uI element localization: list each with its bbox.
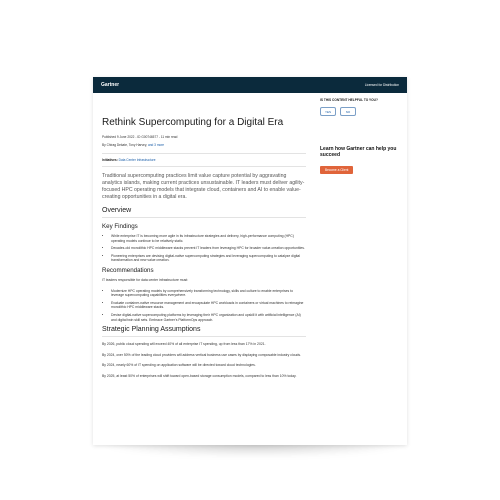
spa-item: By 2026, public cloud spending will exceed 40% of all enterprise IT spending, up from less than 17% in 2021. (102, 342, 266, 347)
publication-meta: Published 9 June 2022 - ID G00746577 - 11 min read (102, 135, 178, 139)
key-findings-heading: Key Findings (102, 223, 138, 230)
list-item: • Modernize HPC operating models by comprehensively transforming technology, skills and culture to enable enterprises to leverage supercomputing capabilities everywhere. (111, 289, 306, 298)
list-item: • Devise digital-native supercomputing platforms by leveraging their HPC organization and upskill it with artificial intelligence (AI) and digital twin skill sets. Embrace Gartner's PlatformOps approach. (111, 313, 306, 322)
list-item: • Pioneering enterprises are devising digital-native supercomputing strategies and leveraging supercomputing to catalyze digital transformation and new value creation. (111, 254, 306, 263)
promo-text: Learn how Gartner can help you succeed (320, 146, 397, 158)
list-item: • Evaluate container-native resource management and encapsulate HPC workloads in containers or virtual machines to reimagine monolithic HPC middleware stacks. (111, 301, 306, 310)
spa-item: By 2025, at least 50% of enterprises will shift toward open-based storage consumption models, compared to less than 10% today. (102, 373, 297, 378)
authors-text: By Chirag Dekate, Tony Harvey, (102, 143, 148, 147)
list-item: • While enterprise IT is becoming more agile in its infrastructure strategies and delivery, high-performance computing (HPC) operating models continue to be relatively static. (111, 234, 306, 243)
top-bar (93, 77, 407, 93)
initiatives-label: Initiatives: (102, 158, 118, 162)
recommendations-intro: IT leaders responsible for data center infrastructure must: (102, 277, 189, 282)
no-button[interactable]: NO (340, 107, 356, 116)
initiatives-link[interactable]: Data Center Infrastructure (118, 158, 156, 162)
overview-heading: Overview (102, 207, 306, 218)
list-item: • Decades-old monolithic HPC middleware stacks prevent IT leaders from leveraging HPC for broader value-creation opportunities. (111, 246, 306, 251)
spa-heading: Strategic Planning Assumptions (102, 326, 306, 337)
sidebar (320, 98, 400, 176)
yes-button[interactable]: YES (320, 107, 336, 116)
authors-more-link[interactable]: and 3 more (147, 143, 165, 147)
recommendations-list (102, 289, 306, 323)
spa-item: By 2024, over 50% of the leading cloud providers will address vertical business use cases by displaying composable industry clouds. (102, 352, 302, 357)
license-note: Licensed for Distribution (364, 83, 399, 87)
summary-text: Traditional supercomputing practices limit value capture potential by aggravating analytics islands, making current practices unsustainable. IT leaders must deliver agility-focused HPC operating models that integrate cloud, containers and AI to enable value-creating opportunities in a digital era. (102, 173, 305, 200)
initiatives-row (102, 153, 306, 167)
main-column (102, 98, 306, 385)
authors-line (102, 143, 306, 147)
helpful-question: IS THIS CONTENT HELPFUL TO YOU? (320, 98, 378, 102)
document-page (93, 77, 407, 445)
page-title: Rethink Supercomputing for a Digital Era (102, 117, 284, 128)
key-findings-list (102, 234, 306, 263)
feedback-buttons (320, 107, 400, 116)
brand-logo[interactable]: Gartner (101, 82, 120, 88)
become-client-button[interactable]: Become a Client (320, 166, 353, 174)
spa-item: By 2024, nearly 60% of IT spending on application software will be directed toward cloud technologies. (102, 363, 256, 368)
recommendations-heading: Recommendations (102, 266, 154, 274)
